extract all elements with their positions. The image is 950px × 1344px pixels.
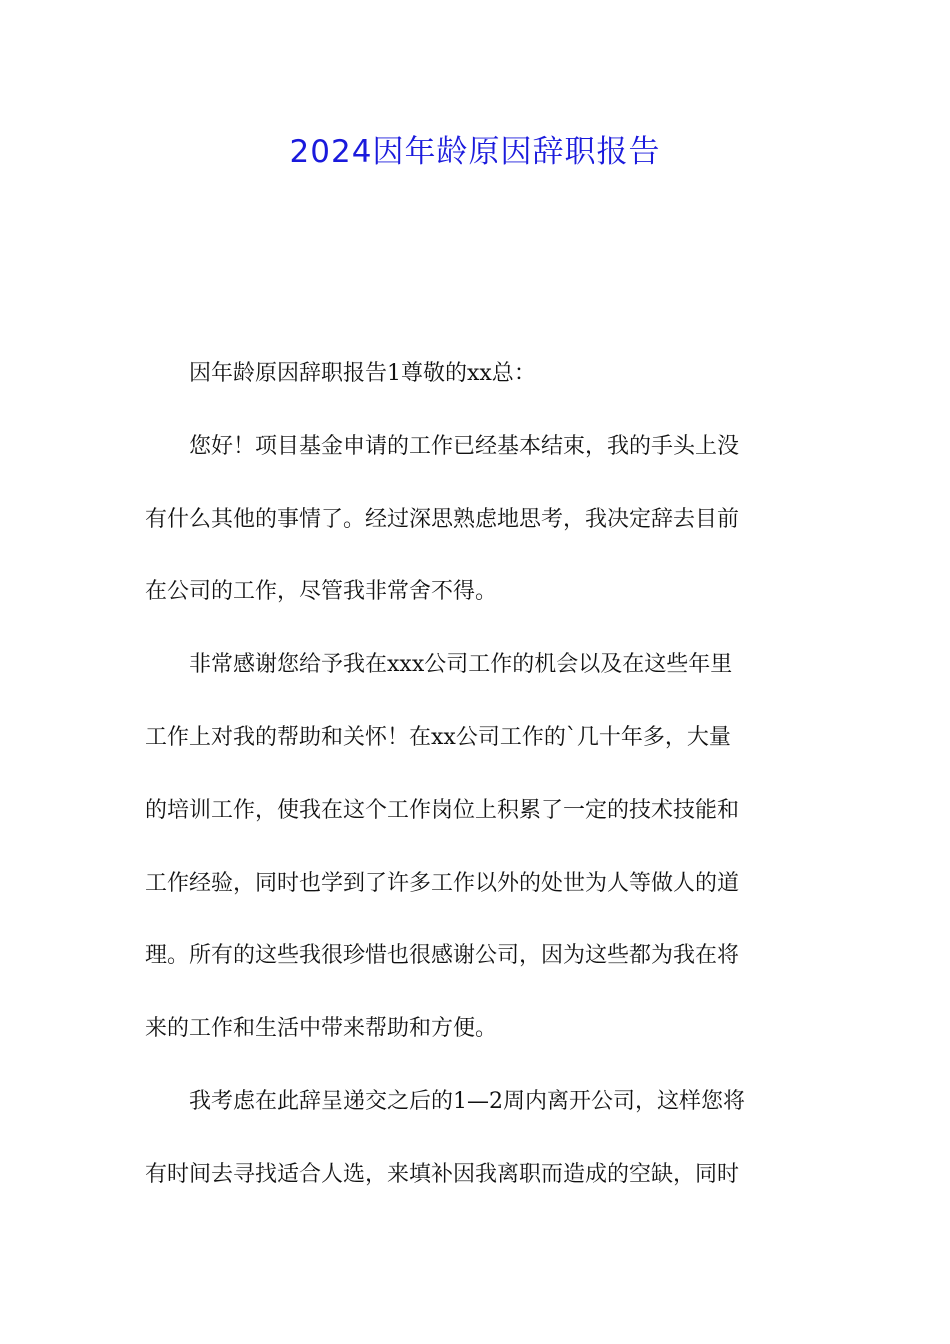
text-line: 因年龄原因辞职报告1尊敬的xx总： <box>189 361 536 386</box>
text-line: 来的工作和生活中带来帮助和方便。 <box>145 1016 498 1042</box>
text-line: 我考虑在此辞呈递交之后的1—2周内离开公司，这样您将 <box>189 1088 745 1114</box>
text-line: 工作经验，同时也学到了许多工作以外的处世为人等做人的道 <box>145 870 740 896</box>
document-body <box>145 338 810 1212</box>
text-line: 工作上对我的帮助和关怀！在xx公司工作的`几十年多，大量 <box>145 724 731 750</box>
paragraph-thanks <box>145 629 810 1066</box>
text-line: 有时间去寻找适合人选，来填补因我离职而造成的空缺，同时 <box>145 1161 740 1187</box>
text-line: 您好！项目基金申请的工作已经基本结束，我的手头上没 <box>189 433 740 459</box>
text-line: 理。所有的这些我很珍惜也很感谢公司，因为这些都为我在将 <box>145 943 740 969</box>
paragraph-salutation <box>145 338 810 411</box>
text-line: 的培训工作，使我在这个工作岗位上积累了一定的技术技能和 <box>145 797 740 823</box>
paragraph-departure <box>145 1066 810 1212</box>
document-title: 2024因年龄原因辞职报告 <box>289 134 661 170</box>
text-line: 有什么其他的事情了。经过深思熟虑地思考，我决定辞去目前 <box>145 506 740 532</box>
text-line: 非常感谢您给予我在xxx公司工作的机会以及在这些年里 <box>189 652 733 678</box>
paragraph-intro <box>145 411 810 629</box>
text-line: 在公司的工作，尽管我非常舍不得。 <box>145 579 498 605</box>
